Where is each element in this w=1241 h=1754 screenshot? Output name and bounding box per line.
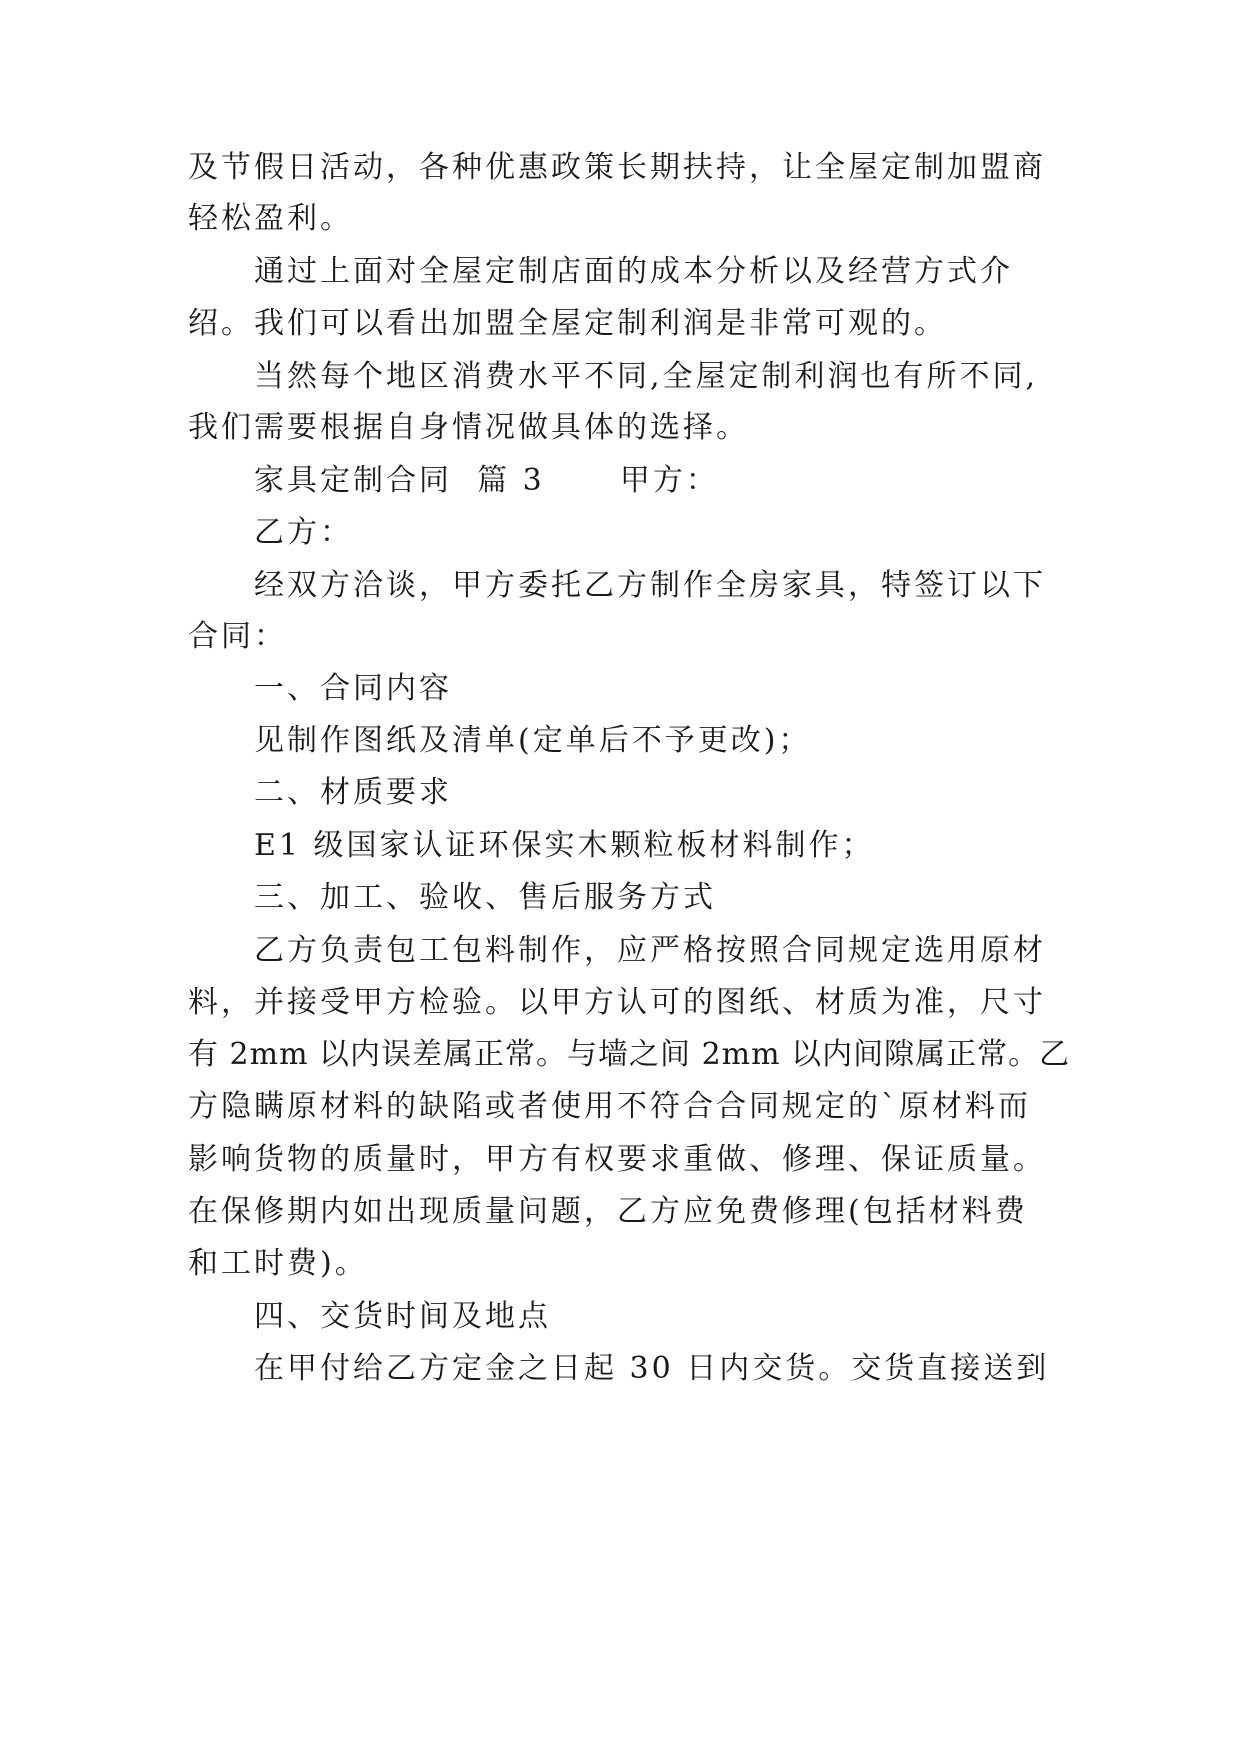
paragraph-start: 乙方负责包工包料制作，应严格按照合同规定选用原材 bbox=[254, 933, 1046, 968]
text-line: 轻松盈利。 bbox=[188, 201, 353, 236]
text-line: 及节假日活动，各种优惠政策长期扶持，让全屋定制加盟商 bbox=[188, 150, 1046, 185]
text-line: 有 2mm 以内误差属正常。与墙之间 2mm 以内间隙属正常。乙 bbox=[188, 1037, 1071, 1072]
section-heading: 四、交货时间及地点 bbox=[254, 1299, 551, 1334]
paragraph-start: 在甲付给乙方定金之日起 30 日内交货。交货直接送到 bbox=[254, 1351, 1050, 1386]
paragraph-start: 当然每个地区消费水平不同,全屋定制利润也有所不同, bbox=[254, 359, 1039, 394]
text-line: 方隐瞒原材料的缺陷或者使用不符合合同规定的`原材料而 bbox=[188, 1089, 1031, 1124]
section-heading: 二、材质要求 bbox=[254, 775, 452, 810]
contract-title: 家具定制合同 篇 3 甲方： bbox=[254, 463, 719, 498]
text-line: 我们需要根据自身情况做具体的选择。 bbox=[188, 410, 749, 445]
text-line: 绍。我们可以看出加盟全屋定制利润是非常可观的。 bbox=[188, 306, 947, 341]
text-line: 料，并接受甲方检验。以甲方认可的图纸、材质为准，尺寸 bbox=[188, 985, 1046, 1020]
text-line: 合同： bbox=[188, 619, 287, 654]
section-heading: 一、合同内容 bbox=[254, 671, 452, 706]
paragraph-start: E1 级国家认证环保实木颗粒板材料制作； bbox=[254, 828, 875, 863]
paragraph-start: 通过上面对全屋定制店面的成本分析以及经营方式介 bbox=[254, 254, 1013, 289]
text-line: 和工时费)。 bbox=[188, 1246, 368, 1281]
text-line: 在保修期内如出现质量问题，乙方应免费修理(包括材料费 bbox=[188, 1194, 1028, 1229]
party-b-label: 乙方： bbox=[254, 515, 353, 550]
section-heading: 三、加工、验收、售后服务方式 bbox=[254, 880, 716, 915]
paragraph-start: 经双方洽谈，甲方委托乙方制作全房家具，特签订以下 bbox=[254, 568, 1046, 603]
paragraph-start: 见制作图纸及清单(定单后不予更改)； bbox=[254, 723, 812, 758]
text-line: 影响货物的质量时，甲方有权要求重做、修理、保证质量。 bbox=[188, 1142, 1046, 1177]
